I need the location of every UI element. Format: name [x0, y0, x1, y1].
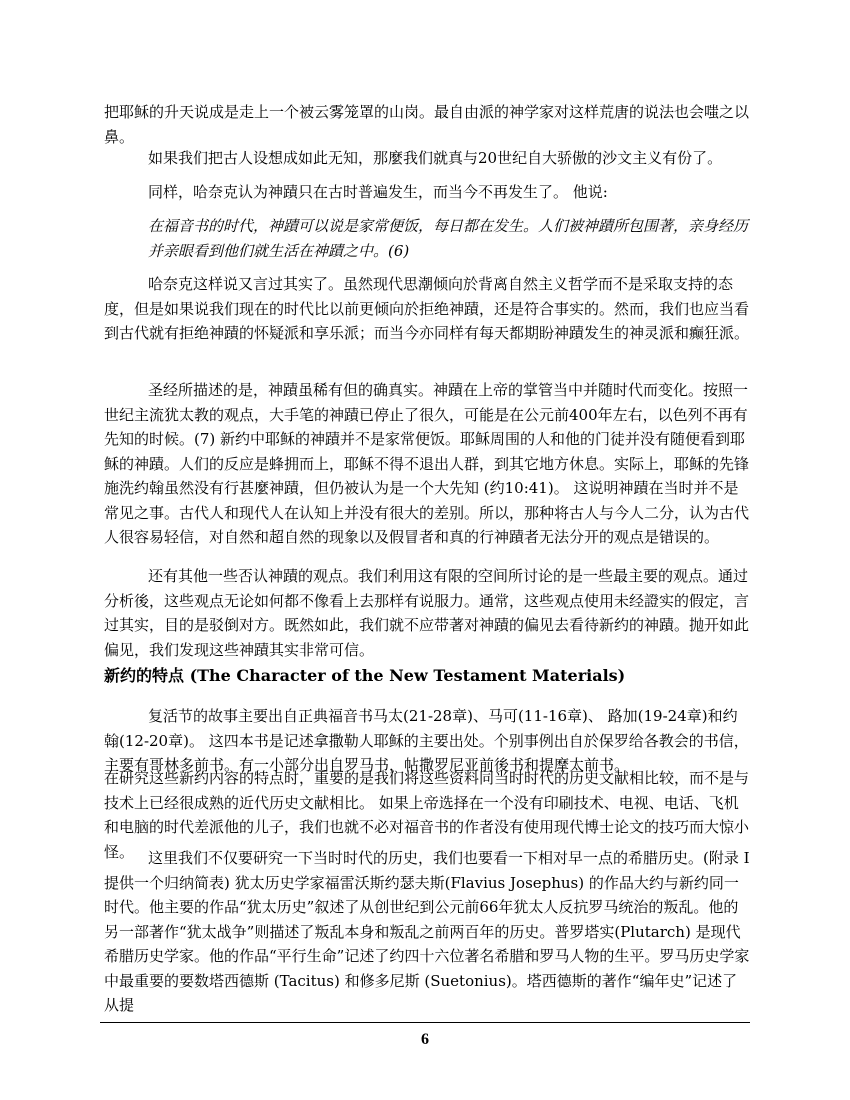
paragraph-comparison: 在研究这些新约内容的特点时，重要的是我们将这些资料同当时时代的历史文献相比较，而不是与技术上已经很成熟的近代历史文献相比。 如果上帝选择在一个没有印刷技术、电视、电话、飞机和电脑的时代差派他的儿子，我们也就不必对福音书的作者没有使用现代博士论文的技巧而大惊小怪。	[104, 769, 750, 861]
page-number: 6	[421, 1031, 429, 1048]
paragraph-harnack-response: 哈奈克这样说又言过其实了。虽然现代思潮倾向於背离自然主义哲学而不是采取支持的态度，但是如果说我们现在的时代比以前更倾向於拒绝神蹟，还是符合事实的。然而，我们也应当看到古代就有拒绝神蹟的怀疑派和享乐派；而当今亦同样有每天都期盼神蹟发生的神灵派和癫狂派。	[104, 275, 750, 342]
paragraph-greek-history: 这里我们不仅要研究一下当时时代的历史，我们也要看一下相对早一点的希腊历史。(附录 I 提供一个归纳简表) 犹太历史学家福雷沃斯约瑟夫斯(Flavius Josephus) 的作品大约与新约同一时代。他主要的作品“犹太历史”叙述了从创世纪到公元前66年犹太人反抗罗马统治的叛乱。他的另一部著作“犹太战争”则描述了叛乱本身和叛乱之前两百年的历史。普罗塔实(Plutarch) 是现代希腊历史学家。他的作品“平行生命”记述了约四十六位著名希腊和罗马人物的生平。罗马历史学家中最重要的要数塔西德斯 (Tacitus) 和修多尼斯 (Suetonius)。塔西德斯的著作“编年史”记述了从提	[104, 849, 750, 1014]
section-heading: 新约的特点 (The Character of the New Testament Materials)	[104, 666, 626, 685]
paragraph-easter-sources: 复活节的故事主要出自正典福音书马太(21-28章)、马可(11-16章)、 路加(19-24章)和约翰(12-20章)。 这四本书是记述拿撒勒人耶稣的主要出处。个别事例出自於保罗给各教会的书信，主要有哥林多前书。有一小部分出自罗马书，帖撒罗尼亚前後书和提摩太前书。	[104, 707, 749, 774]
paragraph-ignorance: 如果我们把古人设想成如此无知，那麼我们就真与20世纪自大骄傲的沙文主义有份了。	[148, 149, 723, 167]
paragraph-other-views: 还有其他一些否认神蹟的观点。我们利用这有限的空间所讨论的是一些最主要的观点。通过分析後，这些观点无论如何都不像看上去那样有说服力。通常，这些观点使用未经證实的假定，言过其实，目的是驳倒对方。既然如此，我们就不应带著对神蹟的偏见去看待新约的神蹟。抛开如此偏见，我们发现这些神蹟其实非常可信。	[104, 567, 750, 659]
paragraph-ascension: 把耶稣的升天说成是走上一个被云雾笼罩的山岗。最自由派的神学家对这样荒唐的说法也会嗤之以鼻。	[104, 103, 750, 146]
paragraph-harnack-intro: 同样，哈奈克认为神蹟只在古时普遍发生，而当今不再发生了。 他说:	[148, 183, 608, 201]
footer-rule	[100, 1022, 750, 1023]
paragraph-miracles-rare: 圣经所描述的是，神蹟虽稀有但的确真实。神蹟在上帝的掌管当中并随时代而变化。按照一世纪主流犹太教的观点，大手笔的神蹟已停止了很久，可能是在公元前400年左右，以色列不再有先知的时候。(7) 新约中耶稣的神蹟并不是家常便饭。耶稣周围的人和他的门徒并没有随便看到耶稣的神蹟。人们的反应是蜂拥而上，耶稣不得不退出人群，到其它地方休息。实际上，耶稣的先锋施洗约翰虽然没有行甚麼神蹟，但仍被认为是一个大先知 (约10:41)。 这说明神蹟在当时并不是常见之事。古代人和现代人在认知上并没有很大的差别。所以，那种将古人与今人二分，认为古代人很容易轻信，对自然和超自然的现象以及假冒者和真的行神蹟者无法分开的观点是错误的。	[104, 381, 750, 546]
quote-harnack: 在福音书的时代，神蹟可以说是家常便饭，每日都在发生。人们被神蹟所包围著，亲身经历并亲眼看到他们就生活在神蹟之中。(6)	[148, 217, 749, 260]
